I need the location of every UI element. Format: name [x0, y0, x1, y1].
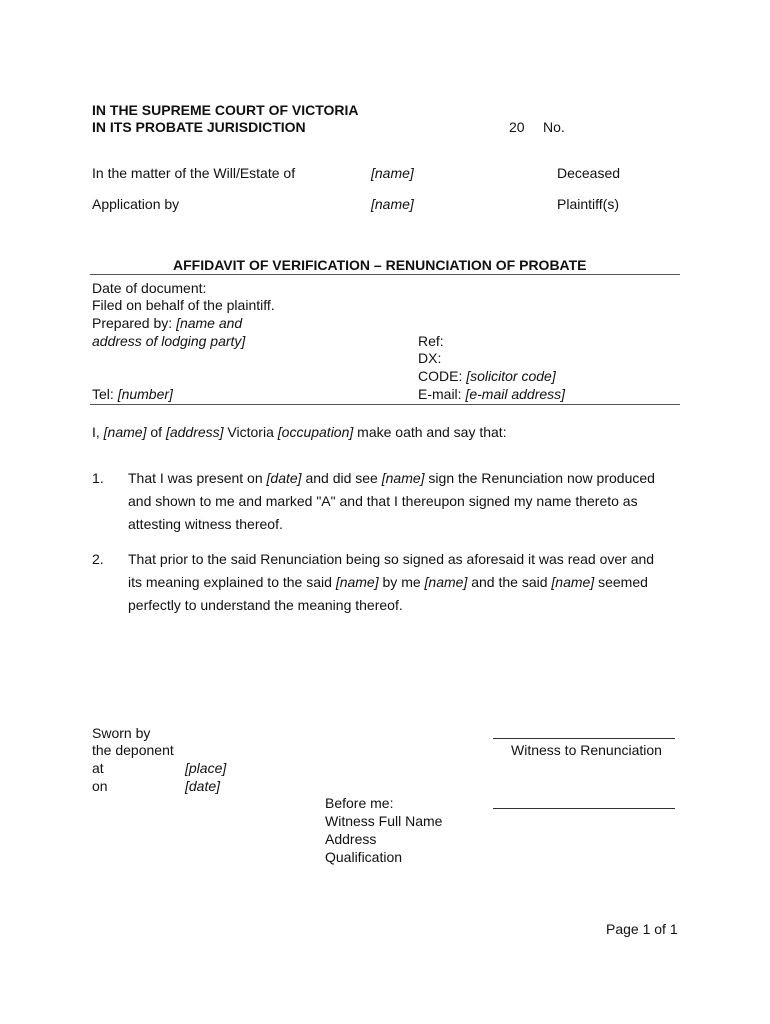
sworn-date: [date]	[185, 778, 221, 794]
witness-full-name: Witness Full Name	[325, 813, 443, 829]
witness-signature-line	[493, 738, 675, 739]
sworn-place: [place]	[185, 760, 227, 776]
para1-line1	[128, 470, 655, 487]
solicitor-code	[418, 368, 556, 385]
para2-number: 2.	[92, 551, 104, 567]
info-rule	[90, 404, 680, 405]
email-label: E-mail:	[418, 386, 466, 402]
telephone	[92, 386, 173, 403]
filed-on-behalf: Filed on behalf of the plaintiff.	[92, 297, 275, 313]
prepared-by-label: Prepared by:	[92, 315, 177, 331]
witness-address: Address	[325, 831, 377, 847]
para2-name-3: [name]	[551, 574, 595, 590]
dx-label: DX:	[418, 350, 442, 366]
para1-text-e: sign the Renunciation now produced	[424, 470, 655, 486]
ref-label: Ref:	[418, 333, 444, 349]
witness-to-renunciation: Witness to Renunciation	[511, 742, 662, 758]
sworn-at-label: at	[92, 760, 104, 776]
telephone-label: Tel:	[92, 386, 118, 402]
before-me-signature-line	[493, 808, 675, 809]
para2-line2	[128, 574, 648, 591]
oath-text-3: Victoria	[223, 424, 278, 440]
plaintiff-name: [name]	[371, 196, 414, 212]
email-value: [e-mail address]	[465, 386, 566, 402]
oath-statement	[92, 424, 507, 441]
para2-line3: perfectly to understand the meaning thereof.	[128, 597, 403, 613]
document-title: AFFIDAVIT OF VERIFICATION – RENUNCIATION OF PROBATE	[173, 257, 587, 273]
para2-text-e: and the said	[467, 574, 552, 590]
sworn-on-label: on	[92, 778, 108, 794]
plaintiff-role: Plaintiff(s)	[557, 196, 619, 212]
oath-occupation: [occupation]	[277, 424, 354, 440]
matter-label: In the matter of the Will/Estate of	[92, 165, 296, 181]
the-deponent: the deponent	[92, 742, 174, 758]
para2-text-a: its meaning explained to the said	[128, 574, 336, 590]
oath-text-1: I,	[92, 424, 104, 440]
title-rule	[90, 274, 680, 275]
deceased-name: [name]	[371, 165, 414, 181]
para1-text-a: That I was present on	[128, 470, 267, 486]
para1-line2: and shown to me and marked "A" and that I thereupon signed my name thereto as	[128, 493, 638, 509]
oath-name: [name]	[103, 424, 147, 440]
oath-address: [address]	[165, 424, 224, 440]
para1-text-c: and did see	[301, 470, 382, 486]
code-value: [solicitor code]	[466, 368, 556, 384]
para2-text-c: by me	[378, 574, 425, 590]
date-of-document-label: Date of document:	[92, 280, 207, 296]
para2-text-g: seemed	[594, 574, 648, 590]
email	[418, 386, 565, 403]
application-label: Application by	[92, 196, 180, 212]
lodging-party-address: address of lodging party]	[92, 333, 246, 349]
para2-name-2: [name]	[424, 574, 468, 590]
deceased-role: Deceased	[557, 165, 621, 181]
para1-name: [name]	[381, 470, 425, 486]
before-me: Before me:	[325, 795, 394, 811]
para1-number: 1.	[92, 470, 104, 486]
para1-line3: attesting witness thereof.	[128, 516, 283, 532]
prepared-by	[92, 315, 242, 332]
para1-date: [date]	[266, 470, 302, 486]
para2-name-1: [name]	[335, 574, 379, 590]
sworn-by: Sworn by	[92, 725, 151, 741]
oath-text-4: make oath and say that:	[353, 424, 507, 440]
court-jurisdiction: IN ITS PROBATE JURISDICTION	[92, 119, 306, 135]
para2-line1: That prior to the said Renunciation being so signed as aforesaid it was read over and	[128, 551, 655, 567]
court-name: IN THE SUPREME COURT OF VICTORIA	[92, 102, 359, 118]
telephone-value: [number]	[117, 386, 173, 402]
page-number: Page 1 of 1	[606, 921, 678, 937]
court-number-label: No.	[543, 119, 565, 135]
court-year: 20	[509, 119, 525, 135]
oath-text-2: of	[146, 424, 166, 440]
code-label: CODE:	[418, 368, 467, 384]
prepared-by-value: [name and	[176, 315, 243, 331]
witness-qualification: Qualification	[325, 849, 403, 865]
